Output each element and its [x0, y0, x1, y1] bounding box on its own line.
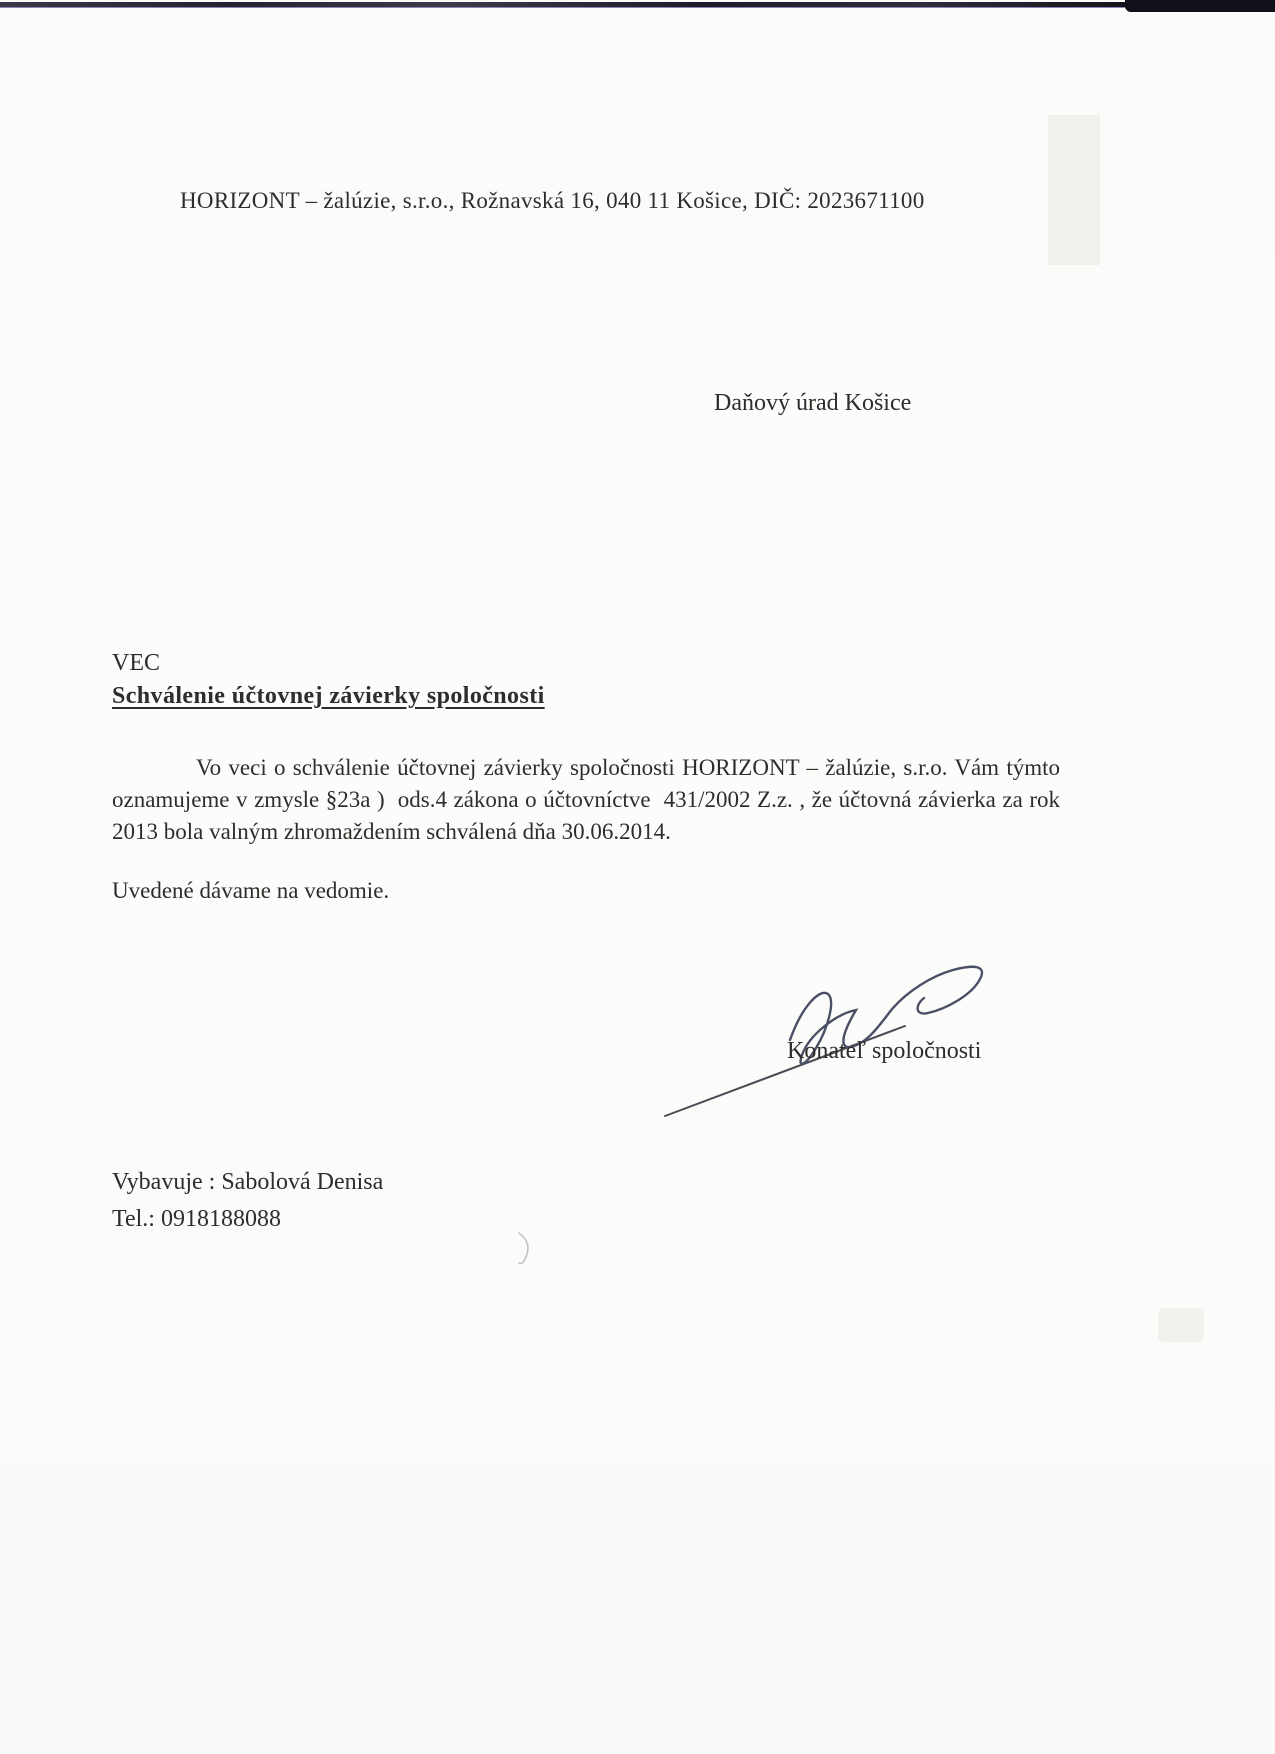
- handled-by-line: Vybavuje : Sabolová Denisa: [112, 1169, 384, 1195]
- scan-artifact-curl: [505, 1225, 545, 1285]
- sender-address-line: HORIZONT – žalúzie, s.r.o., Rožnavská 16, 040 11 Košice, DIČ: 2023671100: [180, 188, 925, 213]
- scan-artifact-top-line: [0, 2, 1275, 8]
- recipient-line: Daňový úrad Košice: [714, 390, 912, 416]
- scan-smudge: [1048, 115, 1100, 265]
- signature-area: [630, 948, 1050, 1138]
- contact-block: [112, 1164, 383, 1238]
- subject-label: VEC: [112, 650, 160, 676]
- signatory-title: Konateľ spoločnosti: [787, 1038, 982, 1064]
- phone-line: Tel.: 0918188088: [112, 1206, 281, 1232]
- scan-smudge: [1158, 1308, 1204, 1342]
- closing-line: Uvedené dávame na vedomie.: [112, 878, 390, 903]
- body-paragraph: Vo veci o schválenie účtovnej závierky spoločnosti HORIZONT – žalúzie, s.r.o. Vám týmto oznamujeme v zmysle §23a ) ods.4 zákona o účtovníctve 431/2002 Z.z. , že účtovná závierka za rok 2013 bola valným zhromaždením schválená dňa 30.06.2014.: [112, 755, 1066, 844]
- scan-artifact-top-right-blob: [1125, 0, 1275, 12]
- subject-title: Schválenie účtovnej závierky spoločnosti: [112, 683, 545, 709]
- subject-block: [112, 650, 545, 710]
